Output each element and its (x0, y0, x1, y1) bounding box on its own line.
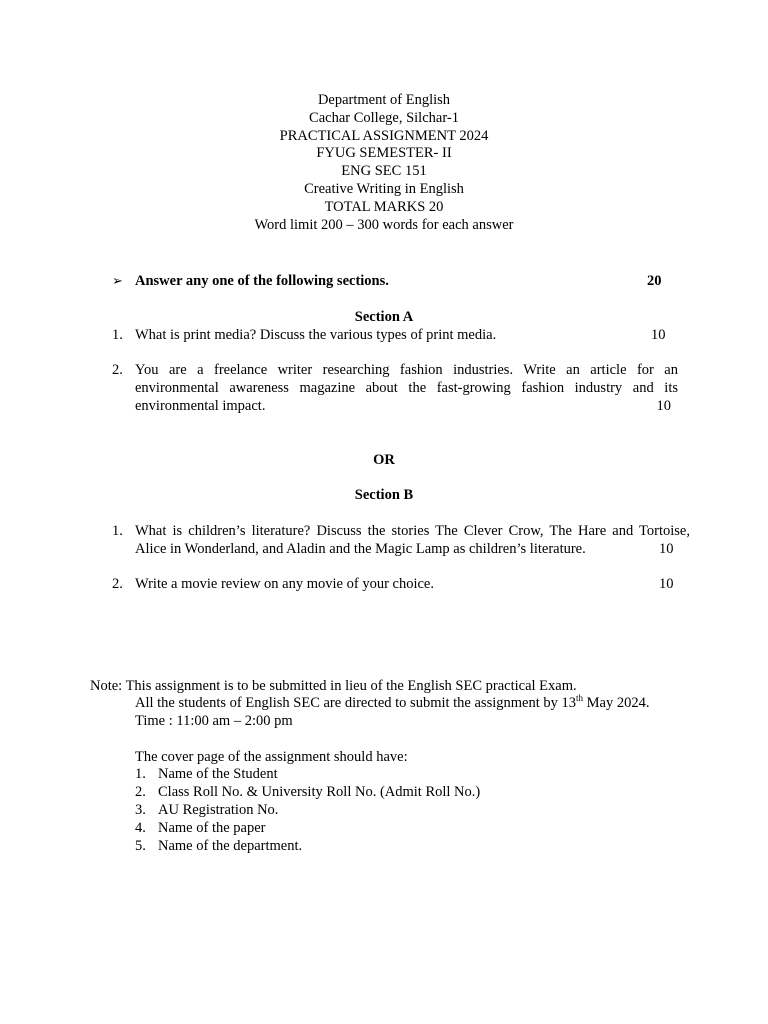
college-line: Cachar College, Silchar-1 (309, 109, 459, 126)
section-a-q1-text: What is print media? Discuss the various types of print media. (135, 327, 497, 343)
section-b-q1-number: 1. (112, 523, 123, 539)
cover-item-number: 3. (135, 802, 146, 818)
section-a-q1-marks: 10 (651, 327, 666, 343)
cover-item-number: 5. (135, 838, 146, 854)
section-a-q2-text (135, 361, 678, 415)
note-line: Note: This assignment is to be submitted in lieu of the English SEC practical Exam. (90, 678, 577, 694)
deadline-ordinal: th (575, 693, 583, 704)
section-a-q1-number: 1. (112, 327, 123, 343)
cover-item-text: Name of the department. (158, 838, 303, 854)
department-line: Department of English (317, 92, 451, 108)
semester-line: FYUG SEMESTER- II (316, 145, 452, 162)
section-a-q2-line: environmental awareness magazine about the fast-growing fashion industry and its (135, 380, 678, 396)
total-marks: TOTAL MARKS 20 (324, 198, 444, 215)
document-header (0, 92, 768, 234)
section-b-q2-marks: 10 (659, 576, 674, 592)
section-a-q2-line: environmental impact. (135, 398, 266, 414)
section-a-title: Section A (354, 309, 414, 325)
word-limit: Word limit 200 – 300 words for each answer (254, 216, 514, 233)
section-a-q2-last-line (135, 397, 678, 415)
cover-item-text: Class Roll No. & University Roll No. (Admit Roll No.) (158, 784, 481, 800)
section-b-q1-line: Alice in Wonderland, and Aladin and the Magic Lamp as children’s literature. (135, 541, 586, 557)
instruction-marks: 20 (647, 273, 662, 289)
section-a-q2-number: 2. (112, 362, 123, 378)
assignment-title: PRACTICAL ASSIGNMENT 2024 (279, 127, 489, 144)
cover-item-number: 1. (135, 766, 146, 782)
section-b-q1-line: What is children’s literature? Discuss the stories The Clever Crow, The Hare and Tortoise, (135, 523, 690, 539)
section-b-q1-marks: 10 (659, 541, 674, 557)
cover-page-intro: The cover page of the assignment should have: (135, 749, 408, 765)
section-a-q2-marks: 10 (656, 398, 671, 414)
cover-item-text: Name of the Student (158, 766, 278, 782)
course-code: ENG SEC 151 (341, 163, 427, 180)
section-a-q2-line: You are a freelance writer researching fashion industries. Write an article for an (135, 362, 678, 378)
section-b-q2-text: Write a movie review on any movie of your choice. (135, 576, 434, 592)
submission-deadline (135, 694, 649, 712)
or-divider: OR (373, 452, 395, 468)
time-line: Time : 11:00 am – 2:00 pm (135, 713, 293, 729)
deadline-text: All the students of English SEC are directed to submit the assignment by 13 (135, 695, 576, 711)
arrow-bullet-icon: ➢ (112, 273, 123, 288)
section-b-title: Section B (354, 487, 414, 503)
cover-item-text: AU Registration No. (158, 802, 279, 818)
instruction-text: Answer any one of the following sections. (135, 273, 389, 289)
course-title: Creative Writing in English (304, 180, 464, 197)
cover-item-number: 4. (135, 820, 146, 836)
cover-item-text: Name of the paper (158, 820, 266, 836)
cover-item-number: 2. (135, 784, 146, 800)
deadline-month: May 2024. (583, 695, 650, 711)
section-b-q2-number: 2. (112, 576, 123, 592)
